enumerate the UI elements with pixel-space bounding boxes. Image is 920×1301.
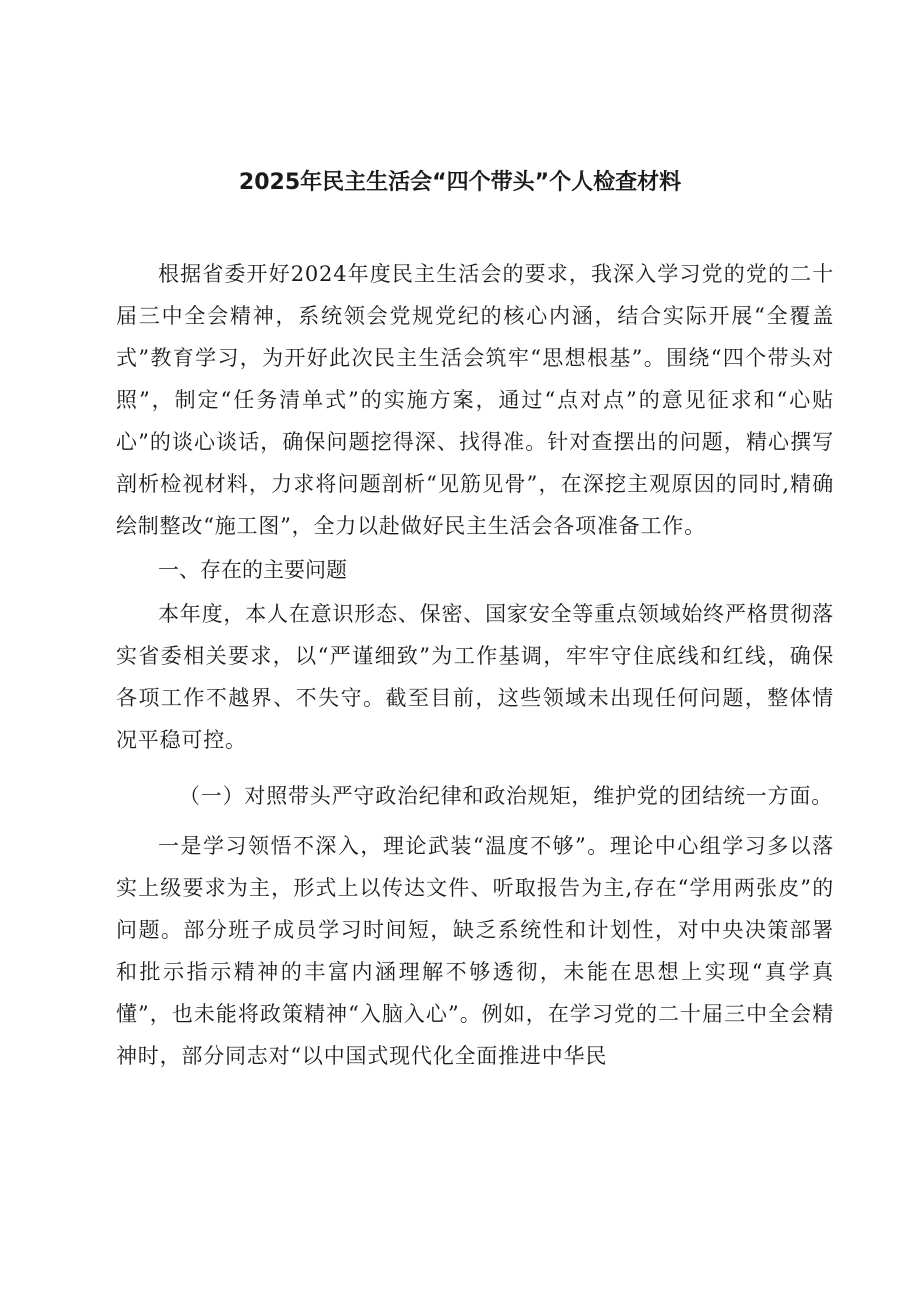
section-heading: 一、存在的主要问题 [158,558,347,582]
point-paragraph: 一是学习领悟不深入，理论武装“温度不够”。理论中心组学习多以落实上级要求为主，形式上以传达文件、听取报告为主,存在“学用两张皮”的问题。部分班子成员学习时间短，缺乏系统性和计划性，对中央决策部署和批示指示精神的丰富内涵理解不够透彻，未能在思想上实现“真学真懂”，也未能将政策精神“入脑入心”。例如，在学习党的二十届三中全会精神时，部分同志对“以中国式现代化全面推进中华民 [116,834,834,1068]
document-body [116,253,834,1077]
section-paragraph: 本年度，本人在意识形态、保密、国家安全等重点领域始终严格贯彻落实省委相关要求，以“严谨细致”为工作基调，牢牢守住底线和红线，确保各项工作不越界、不失守。截至目前，这些领域未出现任何问题，整体情况平稳可控。 [116,602,834,752]
subsection-heading: （一）对照带头严守政治纪律和政治规矩，维护党的团结统一方面。 [179,784,833,808]
intro-paragraph: 根据省委开好2024年度民主生活会的要求，我深入学习党的党的二十届三中全会精神，系统领会党规党纪的核心内涵，结合实际开展“全覆盖式”教育学习，为开好此次民主生活会筑牢“思想根基”。围绕“四个带头对照”，制定“任务清单式”的实施方案，通过“点对点”的意见征求和“心贴心”的谈心谈话，确保问题挖得深、找得准。针对查摆出的问题，精心撰写剖析检视材料，力求将问题剖析“见筋见骨”，在深挖主观原因的同时,精确绘制整改“施工图”，全力以赴做好民主生活会各项准备工作。 [116,262,834,538]
document-title: 2025年民主生活会“四个带头”个人检查材料 [238,170,682,195]
